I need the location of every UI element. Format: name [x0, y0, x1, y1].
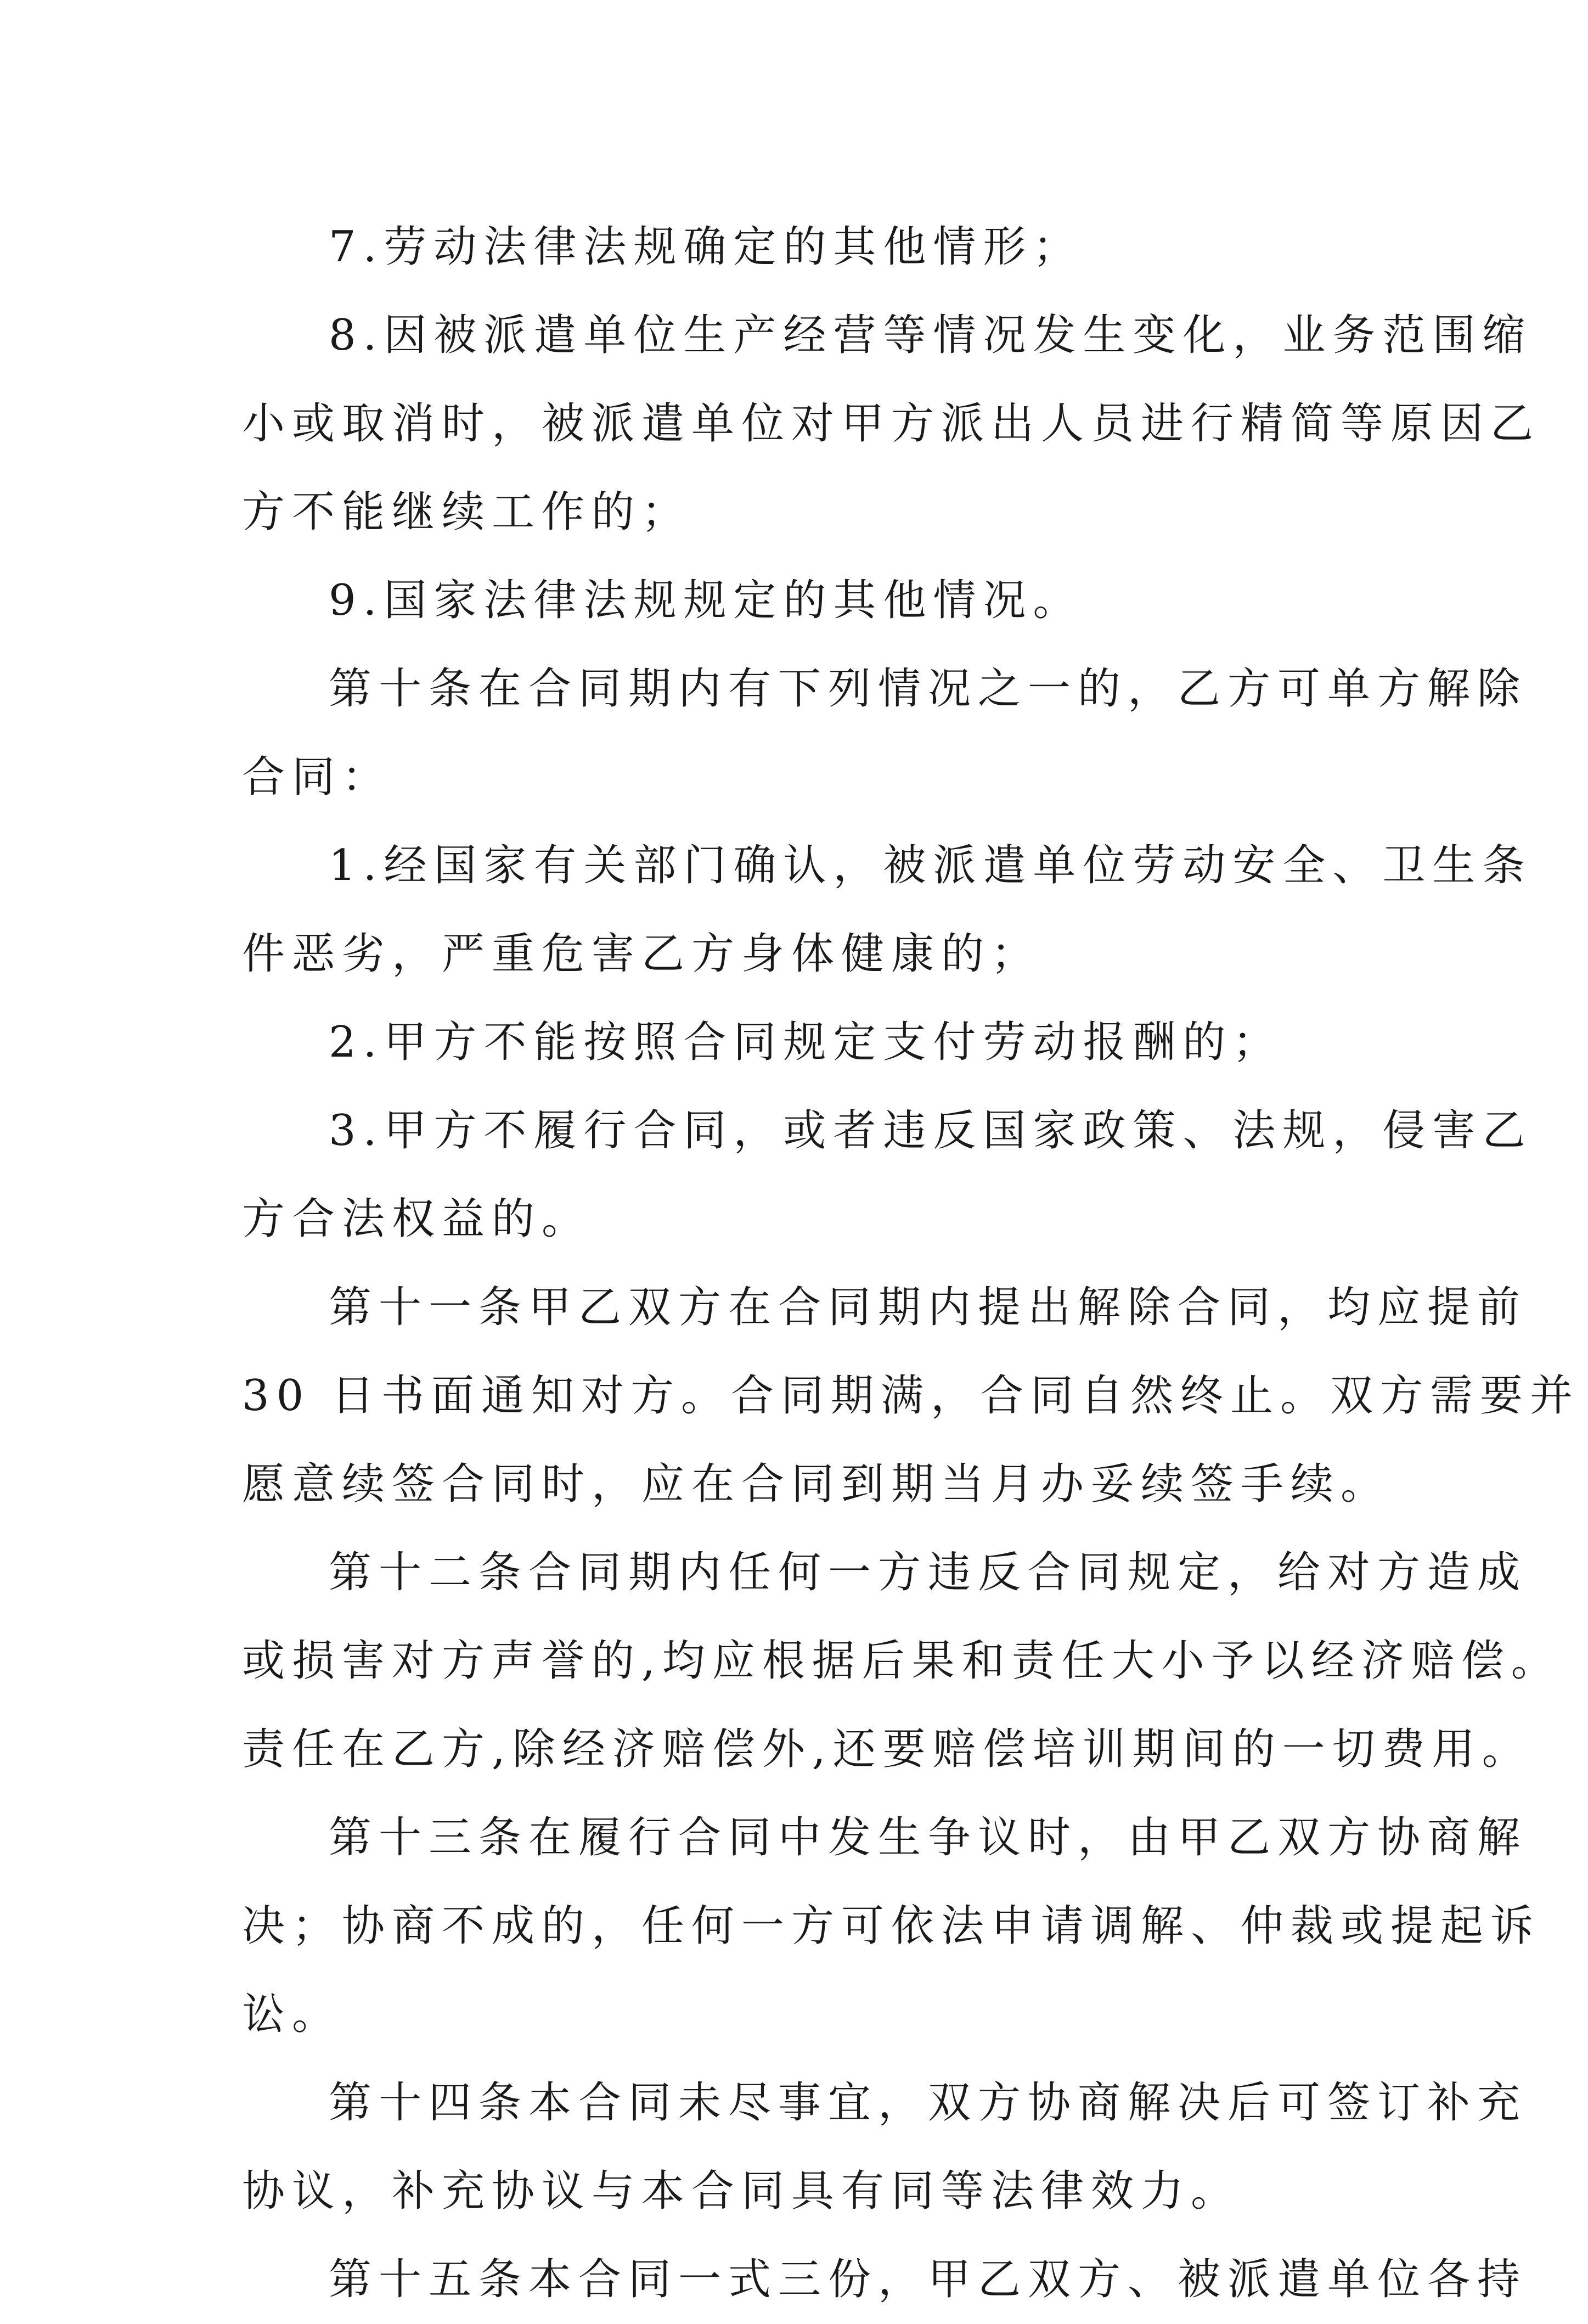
text-line: 9.国家法律法规规定的其他情况。 [329, 576, 1083, 625]
text-line: 1.经国家有关部门确认，被派遣单位劳动安全、卫生条 [329, 841, 1533, 890]
paragraph-article-15 [242, 2236, 1528, 2324]
text-line: 愿意续签合同时，应在合同到期当月办妥续签手续。 [242, 1459, 1391, 1509]
paragraph-article-13 [242, 1794, 1541, 2059]
paragraph-item-7 [242, 203, 1357, 291]
text-line: 或损害对方声誉的,均应根据后果和责任大小予以经济赔偿。 [242, 1636, 1561, 1686]
paragraph-item-3 [242, 1087, 1533, 1264]
paragraph-item-9 [242, 557, 1357, 645]
paragraph-article-11 [242, 1264, 1580, 1529]
text-line: 第十一条甲乙双方在合同期内提出解除合同，均应提前 [329, 1283, 1528, 1332]
text-line: 件恶劣，严重危害乙方身体健康的； [242, 929, 1041, 979]
text-line: 责任在乙方,除经济赔偿外,还要赔偿培训期间的一切费用。 [242, 1725, 1532, 1774]
text-line: 讼。 [242, 1990, 342, 2039]
paragraph-article-14 [242, 2059, 1528, 2236]
text-line: 小或取消时，被派遣单位对甲方派出人员进行精简等原因乙 [242, 399, 1541, 448]
paragraph-article-10 [242, 645, 1528, 822]
text-line: 第十条在合同期内有下列情况之一的，乙方可单方解除 [329, 664, 1528, 714]
text-line: 第十二条合同期内任何一方违反合同规定，给对方造成 [329, 1548, 1528, 1597]
text-line: 第十三条在履行合同中发生争议时，由甲乙双方协商解 [329, 1813, 1528, 1862]
text-line: 30 日书面通知对方。合同期满，合同自然终止。双方需要并 [242, 1371, 1580, 1421]
text-line: 合同： [242, 753, 392, 802]
paragraph-item-8 [242, 291, 1541, 557]
paragraph-item-1 [242, 822, 1533, 998]
text-line: 方不能继续工作的； [242, 487, 692, 537]
text-line: 方合法权益的。 [242, 1194, 592, 1244]
text-line: 2.甲方不能按照合同规定支付劳动报酬的； [329, 1018, 1283, 1067]
text-line: 决；协商不成的，任何一方可依法申请调解、仲裁或提起诉 [242, 1901, 1541, 1951]
paragraph-article-12 [242, 1529, 1561, 1794]
text-line: 3.甲方不履行合同，或者违反国家政策、法规，侵害乙 [329, 1106, 1533, 1155]
text-line: 第十四条本合同未尽事宜，双方协商解决后可签订补充 [329, 2078, 1528, 2127]
text-line: 第十五条本合同一式三份，甲乙双方、被派遣单位各持 [329, 2255, 1528, 2304]
text-line: 8.因被派遣单位生产经营等情况发生变化，业务范围缩 [329, 311, 1533, 360]
text-line: 协议，补充协议与本合同具有同等法律效力。 [242, 2166, 1241, 2216]
document-body [242, 203, 1580, 2324]
paragraph-item-2 [242, 998, 1357, 1087]
text-line: 7.劳动法律法规确定的其他情形； [329, 222, 1083, 272]
